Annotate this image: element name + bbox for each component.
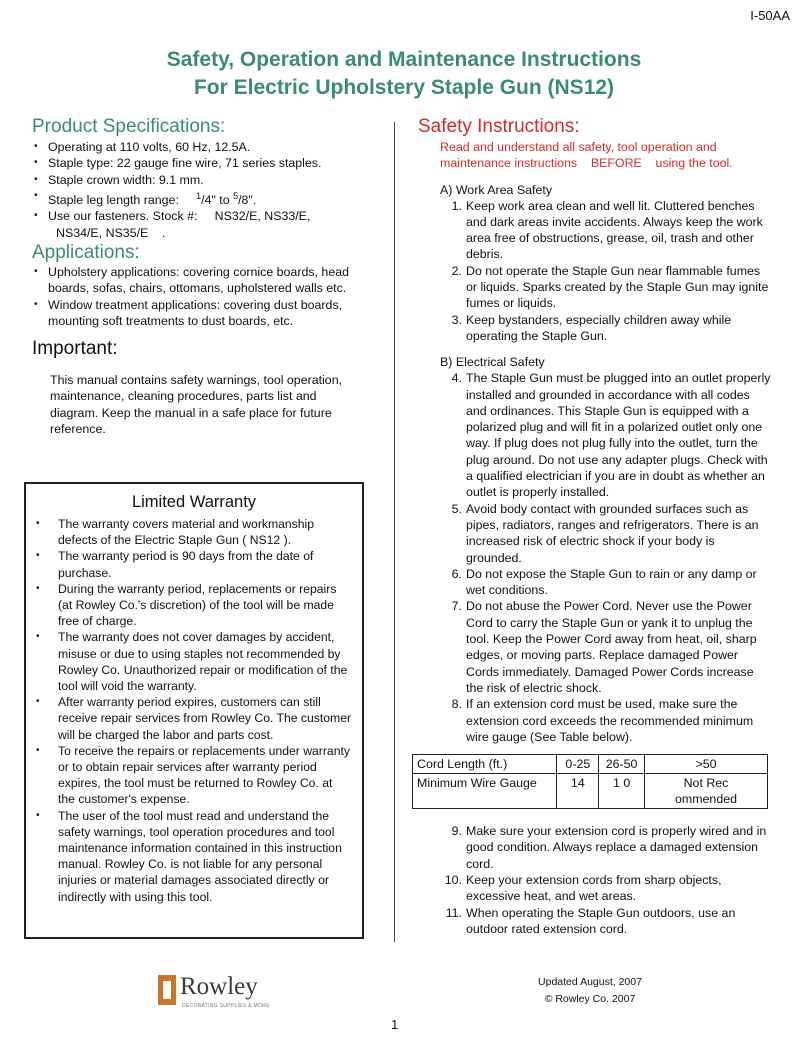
list-item	[32, 297, 362, 330]
warranty-list	[26, 516, 362, 905]
item-number: 9.	[451, 824, 462, 839]
leg-length-label: Staple leg length range:	[48, 193, 179, 208]
item-text: Avoid body contact with grounded surfaces such as pipes, radiators, ranges and refrigerators. There is an increased risk of electric shock if your body is grounded.	[466, 501, 759, 565]
item-number: 4.	[451, 371, 462, 386]
column-divider	[394, 122, 395, 942]
rowley-logo-tagline: DECORATING SUPPLIES & MORE	[182, 1003, 270, 1009]
item-number: 7.	[451, 599, 462, 614]
item-number: 2.	[451, 263, 462, 278]
item-text: The Staple Gun must be plugged into an outlet properly installed and grounded in accordance with all codes and ordinances. This Staple Gun is equipped with a polarized plug and will fit in a polarized outlet only one way. If plug does not plug fully into the outlet, turn the plug around. Do not use any adapter plugs. Check with a qualified electrician if you are in doubt as whether an outlet is properly installed.	[466, 371, 771, 500]
item-text: Do not expose the Staple Gun to rain or any damp or wet conditions.	[466, 566, 757, 598]
leg-min-rest: /4" to	[201, 193, 234, 208]
applications-heading: Applications:	[32, 241, 140, 263]
application-window-text: • Window treatment applications: covering dust boards, mounting soft treatments to dust boards, etc.	[48, 297, 343, 328]
table-cell: 0-25	[557, 755, 599, 774]
table-cell: Cord Length (ft.)	[413, 755, 557, 774]
limited-warranty-box	[24, 482, 364, 939]
list-item: • Operating at 110 volts, 60 Hz, 12.5A.	[32, 139, 372, 155]
leg-max-rest: /8".	[238, 193, 257, 208]
list-item	[432, 872, 773, 905]
important-text: This manual contains safety warnings, tool operation, maintenance, cleaning procedures, parts list and diagram. Keep the manual in a safe place for future reference.	[50, 373, 343, 436]
list-item	[440, 312, 773, 345]
safety-intro: Read and understand all safety, tool operation and maintenance instructions BEFORE using the tool.	[440, 140, 733, 171]
list-item: • After warranty period expires, customers can still receive repair services from Rowley Co. The customer will be charged the labor and parts cost.	[32, 694, 352, 743]
list-item	[440, 263, 773, 312]
warranty-heading: Limited Warranty	[131, 493, 257, 511]
copyright: © Rowley Co. 2007	[544, 993, 636, 1005]
item-number: 10.	[444, 872, 462, 887]
item-number: 11.	[445, 905, 462, 920]
item-text: Keep work area clean and well lit. Cluttered benches and dark areas invite accidents. Always keep the work area free of obstructions, grease, oil, trash and other debris.	[466, 198, 763, 262]
item-text: Keep your extension cords from sharp objects, excessive heat, and wet areas.	[466, 872, 722, 904]
updated-date: Updated August, 2007	[538, 976, 642, 988]
item-text: Do not abuse the Power Cord. Never use the Power Cord to carry the Staple Gun or yank it to unplug the tool. Keep the Power Cord away from heat, oil, sharp edges, or moving parts. Replace damaged Power Cords immediately. Damaged Power Cords increase the risk of electric shock.	[466, 599, 757, 695]
item-number: 6.	[451, 566, 462, 581]
electrical-safety-heading: B) Electrical Safety	[440, 355, 545, 370]
rowley-logo-text: Rowley	[180, 973, 258, 1000]
list-item: • During the warranty period, replacements or repairs (at Rowley Co.'s discretion) of the tool will be made free of charge.	[32, 581, 352, 630]
item-number: 5.	[451, 501, 462, 516]
work-area-safety-heading: A) Work Area Safety	[440, 182, 553, 197]
list-item	[432, 905, 773, 938]
page-number: 1	[391, 1017, 399, 1032]
title-line-2: For Electric Upholstery Staple Gun (NS12)	[193, 76, 615, 99]
list-item	[32, 264, 362, 297]
list-item: • The warranty covers material and workmanship defects of the Electric Staple Gun ( NS12 ).	[32, 516, 352, 548]
list-item-leg-length	[32, 188, 372, 208]
list-item	[440, 696, 773, 745]
table-cell: 1 0	[599, 774, 645, 809]
footer-info	[500, 975, 680, 1007]
product-specs-list	[32, 139, 372, 241]
item-number: 8.	[451, 697, 462, 712]
item-text: Make sure your extension cord is properly wired and in good condition. Always replace a damaged extension cord.	[466, 824, 767, 871]
item-number: 1.	[451, 198, 462, 213]
leg-min-numerator: 1	[196, 190, 202, 201]
table-cell: 26-50	[599, 755, 645, 774]
list-item: • The user of the tool must read and understand the safety warnings, tool operation procedures and tool maintenance information contained in this instruction manual. Rowley Co. is not liable for any personal injuries or material damages associated directly or indirectly with using this tool.	[32, 808, 352, 905]
list-item	[440, 501, 773, 566]
table-cell: Not Rec ommended	[645, 774, 768, 809]
work-area-safety-list	[418, 198, 773, 345]
extension-cord-table	[412, 754, 768, 809]
item-text: Do not operate the Staple Gun near flammable fumes or liquids. Sparks created by the Staple Gun may ignite fumes or liquids.	[466, 263, 769, 311]
table-cell: 14	[557, 774, 599, 809]
applications-list	[32, 264, 362, 329]
list-item: • The warranty period is 90 days from the date of purchase.	[32, 548, 352, 580]
list-item: • To receive the repairs or replacements under warranty or to obtain repair services after warranty period expires, the tool must be returned to Rowley Co. at the customer's expense.	[32, 743, 352, 808]
fasteners-line-2: NS34/E, NS35/E .	[56, 225, 166, 240]
table-cell: >50	[645, 755, 768, 774]
item-text: If an extension cord must be used, make sure the extension cord exceeds the recommended minimum wire gauge (See Table below).	[466, 697, 754, 744]
document-code: I-50AA	[750, 8, 790, 23]
product-specs-heading: Product Specifications:	[32, 116, 226, 137]
item-text: Keep bystanders, especially children away while operating the Staple Gun.	[466, 312, 732, 343]
list-item	[432, 823, 773, 872]
list-item: • The warranty does not cover damages by accident, misuse or due to using staples not recommended by Rowley Co. Unauthorized repair or modification of the tool will void the warranty.	[32, 629, 352, 694]
item-text: When operating the Staple Gun outdoors, use an outdoor rated extension cord.	[466, 905, 736, 936]
list-item	[440, 598, 773, 696]
rowley-logo-icon	[158, 975, 176, 1005]
product-specifications-section	[32, 116, 372, 437]
page-title	[0, 46, 808, 102]
list-item: • Staple crown width: 9.1 mm.	[32, 172, 372, 188]
list-item-fasteners	[32, 208, 372, 241]
important-heading: Important:	[32, 338, 118, 360]
safety-heading: Safety Instructions:	[418, 116, 580, 137]
table-row	[413, 755, 768, 774]
extension-cord-list	[418, 823, 773, 937]
list-item: • Staple type: 22 gauge fine wire, 71 series staples.	[32, 155, 372, 171]
table-row	[413, 774, 768, 809]
title-line-1: Safety, Operation and Maintenance Instructions	[166, 48, 642, 71]
leg-max-numerator: 5	[233, 190, 239, 201]
electrical-safety-list	[418, 370, 773, 745]
table-cell: Minimum Wire Gauge	[413, 774, 557, 809]
list-item	[440, 198, 773, 263]
item-number: 3.	[451, 312, 462, 327]
application-upholstery-text: • Upholstery applications: covering cornice boards, head boards, sofas, chairs, ottomans, upholstered walls etc.	[48, 264, 349, 296]
fasteners-line-1: • Use our fasteners. Stock #: NS32/E, NS33/E,	[48, 209, 311, 224]
list-item	[440, 566, 773, 599]
safety-instructions-section	[418, 116, 773, 937]
list-item	[440, 370, 773, 500]
